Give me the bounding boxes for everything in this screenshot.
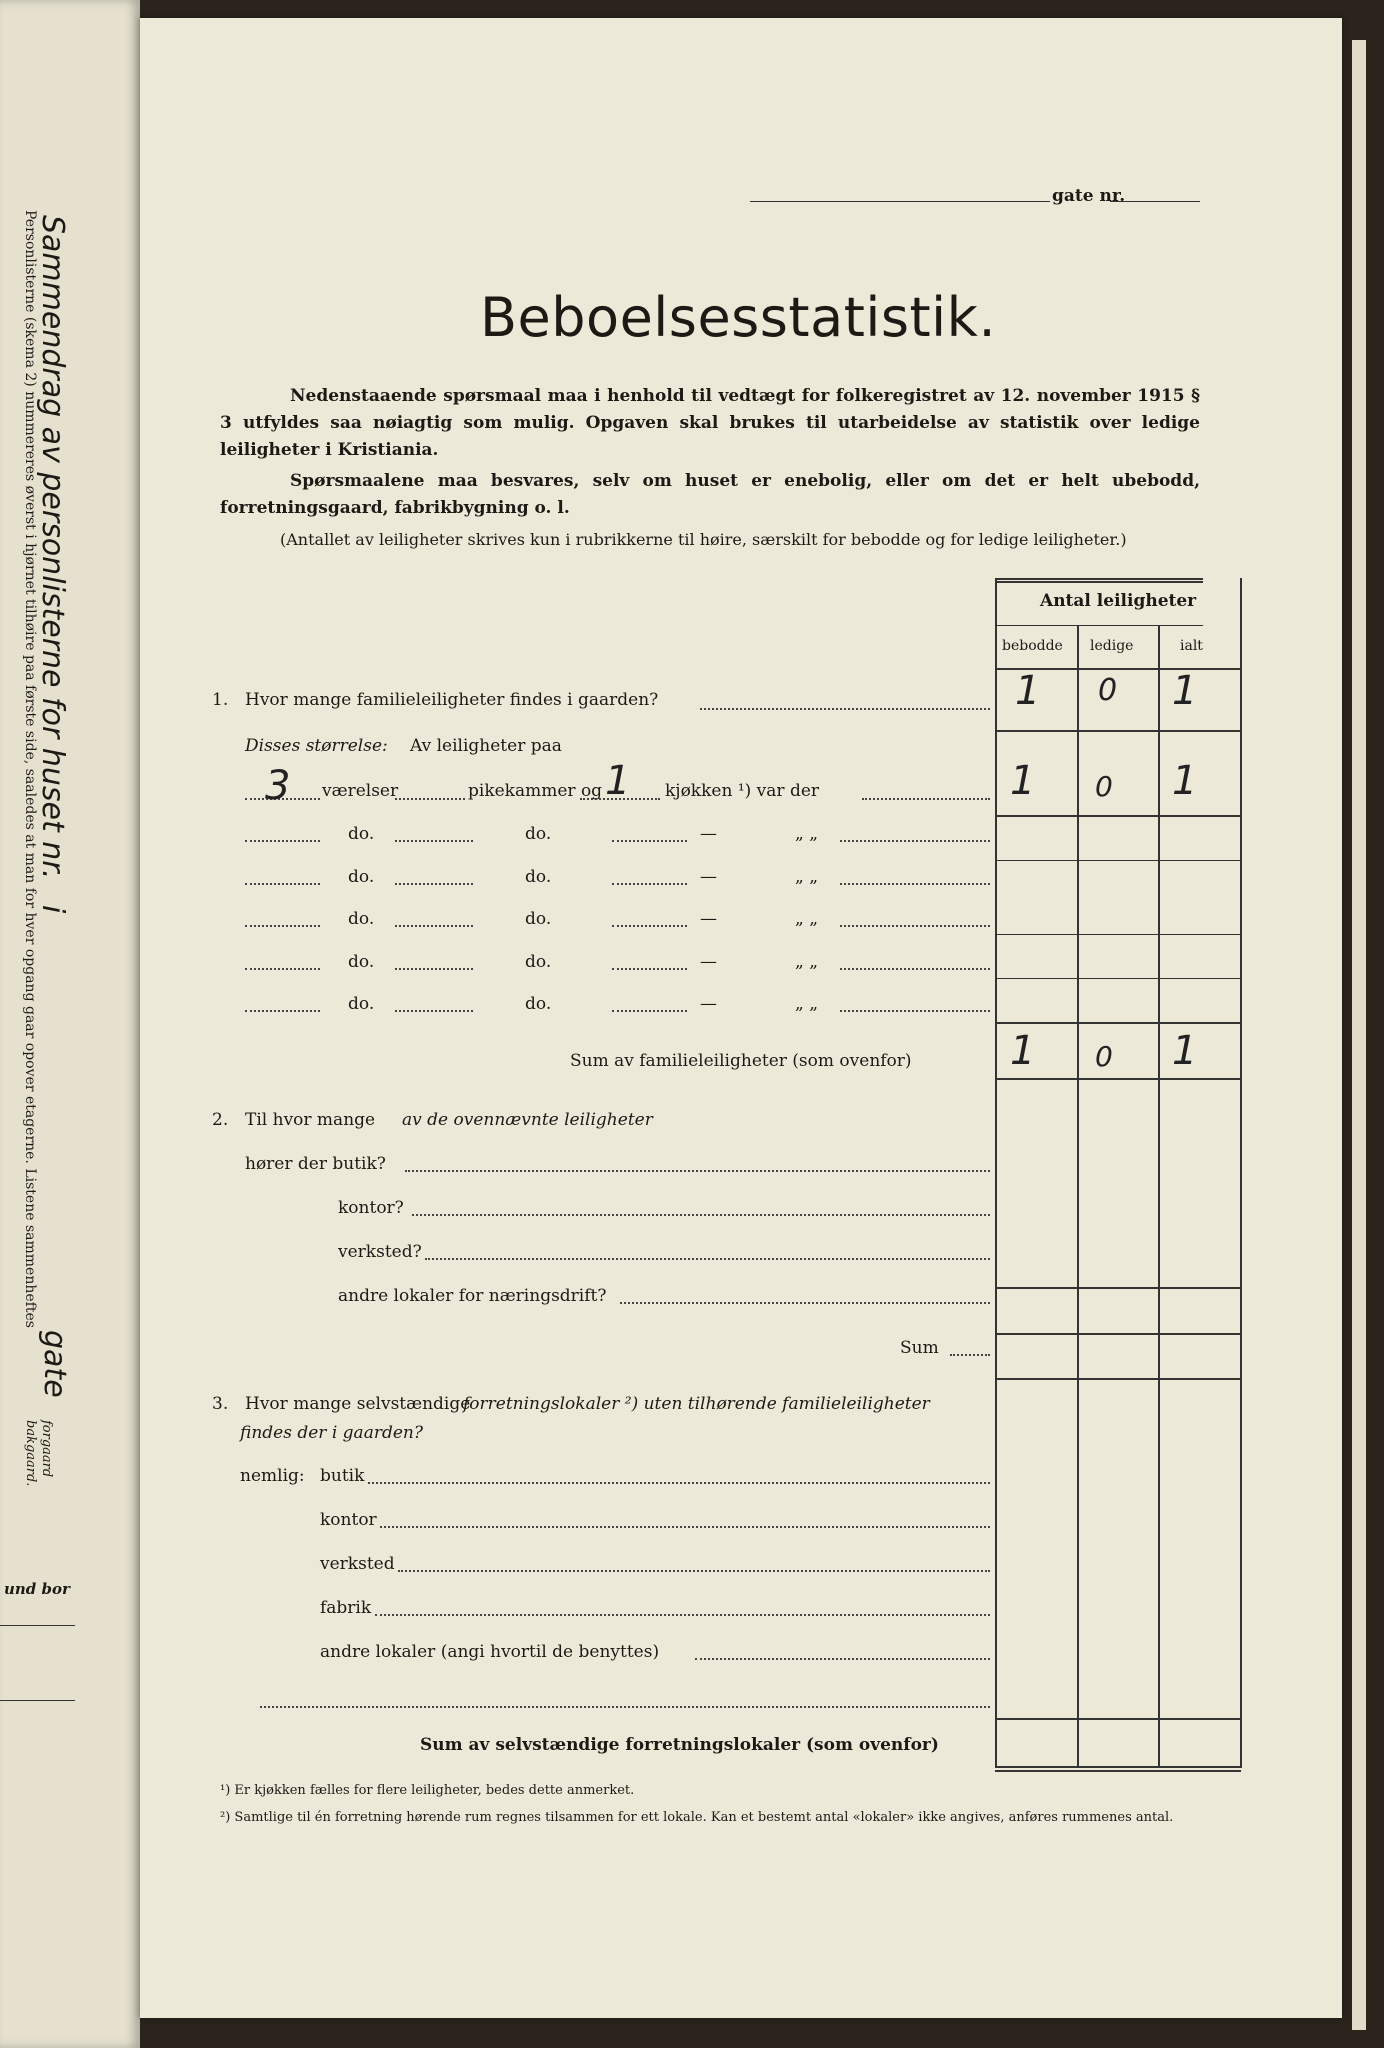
q2-sum-label: Sum bbox=[900, 1338, 939, 1358]
q3-row-kontor: kontor bbox=[320, 1510, 377, 1530]
q2-row-andre: andre lokaler for næringsdrift? bbox=[338, 1286, 607, 1306]
pikekammer-line bbox=[395, 798, 465, 800]
form-page bbox=[140, 18, 1342, 2018]
do-line bbox=[395, 840, 473, 842]
row-line-sum3b bbox=[995, 1770, 1241, 1772]
kitchen-answer: 1 bbox=[605, 758, 631, 804]
q1-leader bbox=[700, 708, 990, 710]
do-line bbox=[245, 840, 320, 842]
q3-sum-label: Sum av selvstændige forretningslokaler (som ovenfor) bbox=[420, 1735, 939, 1755]
rooms-answer: 3 bbox=[265, 763, 291, 809]
do-leader bbox=[840, 883, 990, 885]
do-line bbox=[395, 883, 473, 885]
col-line-1 bbox=[1077, 625, 1079, 1768]
do-line bbox=[612, 883, 687, 885]
col-line-0 bbox=[995, 578, 997, 1768]
intro-paragraph-3: (Antallet av leiligheter skrives kun i rubrikkerne til høire, særskilt for bebodde og for ledige leiligheter.) bbox=[280, 530, 1127, 549]
q1-bebodde-answer: 1 bbox=[1015, 668, 1041, 714]
dash: — bbox=[700, 952, 717, 972]
do-label: do. bbox=[348, 824, 375, 844]
intro-paragraph-2: Spørsmaalene maa besvares, selv om huset er enebolig, eller om det er helt ubebodd, forretningsgaard, fabrikbygning o. l. bbox=[220, 471, 1200, 518]
dash: — bbox=[700, 994, 717, 1014]
do-line bbox=[612, 1010, 687, 1012]
row-line-h bbox=[995, 1718, 1241, 1720]
q1-ialt-answer: 1 bbox=[1172, 668, 1198, 714]
facing-page bbox=[0, 0, 140, 2048]
street-line bbox=[750, 201, 1050, 202]
do-label: do. bbox=[525, 952, 552, 972]
number-line bbox=[1110, 201, 1200, 202]
vaerelser-label: værelser bbox=[322, 781, 399, 801]
footnote-1: ¹) Er kjøkken fælles for flere leiligheter, bedes dette anmerket. bbox=[220, 1783, 635, 1798]
col-ialt: ialt bbox=[1180, 638, 1203, 654]
q2-row-kontor: kontor? bbox=[338, 1198, 404, 1218]
row1-leader bbox=[862, 798, 990, 800]
q2-text-a: Til hvor mange bbox=[245, 1110, 376, 1130]
do-label: do. bbox=[348, 994, 375, 1014]
q3-text-b: forretningslokaler ²) uten tilhørende familieleiligheter bbox=[463, 1394, 930, 1414]
dash: — bbox=[700, 867, 717, 887]
quote-marks: „ „ bbox=[795, 824, 819, 844]
q3-row-andre: andre lokaler (angi hvortil de benyttes) bbox=[320, 1642, 660, 1662]
row-line-sum1 bbox=[995, 1078, 1241, 1080]
q1-ledige-answer: 0 bbox=[1098, 673, 1118, 708]
dash: — bbox=[700, 824, 717, 844]
q3-row-butik: butik bbox=[320, 1466, 365, 1486]
row-line-g bbox=[995, 1378, 1241, 1380]
q3-number: 3. bbox=[212, 1394, 229, 1414]
do-line bbox=[395, 968, 473, 970]
do-label: do. bbox=[348, 867, 375, 887]
margin-fraction: i bbox=[35, 905, 70, 914]
row-line-d bbox=[995, 978, 1241, 979]
q2-row-verksted: verksted? bbox=[338, 1242, 422, 1262]
q2-leader bbox=[425, 1258, 990, 1260]
margin-line-1 bbox=[0, 1625, 75, 1626]
col-bebodde: bebodde bbox=[1002, 638, 1063, 654]
kjokken-label: kjøkken ¹) var der bbox=[665, 781, 820, 801]
do-label: do. bbox=[525, 994, 552, 1014]
intro-paragraph-1: Nedenstaaende spørsmaal maa i henhold til vedtægt for folkeregistret av 12. november 1915 § 3 utfyldes saa nøiagtig som mulig. Opgaven skal brukes til utarbeidelse av statistik over ledige leiligheter i Kristiania. bbox=[220, 386, 1200, 460]
margin-title: Sammendrag av personlisterne for huset nr. bbox=[35, 215, 70, 880]
q1-size-text: Av leiligheter paa bbox=[410, 736, 562, 756]
margin-note: Personlisterne (skema 2) nummereres øverst i hjørnet tilhøire paa første side, saaledes at man for hver opgang gaar opover etagerne. Listene sammenheftes bbox=[22, 210, 38, 1328]
row-line-a bbox=[995, 815, 1241, 817]
do-label: do. bbox=[525, 867, 552, 887]
do-line bbox=[245, 925, 320, 927]
do-label: do. bbox=[348, 909, 375, 929]
do-line bbox=[612, 925, 687, 927]
row1-ialt: 1 bbox=[1172, 758, 1198, 804]
quote-marks: „ „ bbox=[795, 909, 819, 929]
q2-leader bbox=[620, 1302, 990, 1304]
col-line-3 bbox=[1240, 578, 1242, 1768]
q3-leader bbox=[398, 1570, 990, 1572]
page-title: Beboelsesstatistik. bbox=[480, 286, 997, 349]
sum-ledige: 0 bbox=[1095, 1040, 1113, 1073]
do-leader bbox=[840, 968, 990, 970]
col-line-2 bbox=[1158, 625, 1160, 1768]
do-label: do. bbox=[348, 952, 375, 972]
q3-nemlig: nemlig: bbox=[240, 1466, 305, 1486]
margin-street: gate bbox=[37, 1330, 72, 1398]
quote-marks: „ „ bbox=[795, 952, 819, 972]
page-edge bbox=[1352, 40, 1366, 2030]
q1-number: 1. bbox=[212, 690, 229, 710]
q2-row-butik: hører der butik? bbox=[245, 1154, 386, 1174]
dash: — bbox=[700, 909, 717, 929]
row-line-f bbox=[995, 1287, 1241, 1289]
q3-leader bbox=[368, 1482, 990, 1484]
row-line-e bbox=[995, 1022, 1241, 1024]
table-top-line bbox=[995, 578, 1203, 580]
row-line-c bbox=[995, 934, 1241, 935]
q2-sum-leader bbox=[950, 1354, 990, 1356]
margin-yard-2: bakgaard. bbox=[23, 1420, 38, 1487]
q3-leader bbox=[695, 1658, 990, 1660]
q1-sum-label: Sum av familieleiligheter (som ovenfor) bbox=[570, 1051, 912, 1071]
q1-size-label: Disses størrelse: bbox=[245, 736, 388, 756]
q3-text-c: findes der i gaarden? bbox=[240, 1423, 423, 1443]
row1-bebodde: 1 bbox=[1010, 758, 1036, 804]
row-line-q1 bbox=[995, 730, 1241, 732]
q3-text-a: Hvor mange selvstændige bbox=[245, 1394, 471, 1414]
q1-text: Hvor mange familieleiligheter findes i gaarden? bbox=[245, 690, 659, 710]
sum-ialt: 1 bbox=[1172, 1028, 1198, 1074]
q3-extra-line bbox=[260, 1706, 990, 1708]
quote-marks: „ „ bbox=[795, 867, 819, 887]
row1-ledige: 0 bbox=[1095, 770, 1113, 803]
q3-row-fabrik: fabrik bbox=[320, 1598, 372, 1618]
sum-bebodde: 1 bbox=[1010, 1028, 1036, 1074]
do-label: do. bbox=[525, 824, 552, 844]
pikekammer-label: pikekammer og bbox=[468, 781, 603, 801]
do-line bbox=[245, 1010, 320, 1012]
q3-leader bbox=[380, 1526, 990, 1528]
q2-text-b: av de ovennævnte leiligheter bbox=[402, 1110, 653, 1130]
table-group-header: Antal leiligheter bbox=[1040, 591, 1197, 611]
do-line bbox=[612, 840, 687, 842]
quote-marks: „ „ bbox=[795, 994, 819, 1014]
row-line-sum2 bbox=[995, 1333, 1241, 1335]
q2-leader bbox=[405, 1170, 990, 1172]
col-ledige: ledige bbox=[1090, 638, 1134, 654]
margin-line-2 bbox=[0, 1700, 75, 1701]
do-line bbox=[612, 968, 687, 970]
q2-leader bbox=[412, 1214, 990, 1216]
row-line-sum3 bbox=[995, 1766, 1241, 1768]
do-line bbox=[245, 883, 320, 885]
do-leader bbox=[840, 1010, 990, 1012]
margin-yard-1: forgaard bbox=[39, 1420, 54, 1478]
q3-row-verksted: verksted bbox=[320, 1554, 395, 1574]
do-line bbox=[245, 968, 320, 970]
do-line bbox=[395, 1010, 473, 1012]
table-group-line bbox=[995, 625, 1203, 626]
do-leader bbox=[840, 925, 990, 927]
table-top-line-2 bbox=[995, 581, 1203, 583]
gate-nr-label: gate nr. bbox=[1052, 186, 1126, 206]
do-leader bbox=[840, 840, 990, 842]
q2-number: 2. bbox=[212, 1110, 229, 1130]
do-line bbox=[395, 925, 473, 927]
row-line-b bbox=[995, 860, 1241, 861]
q3-leader bbox=[375, 1614, 990, 1616]
footnote-2: ²) Samtlige til én forretning hørende rum regnes tilsammen for ett lokale. Kan et bestemt antal «lokaler» ikke angives, anføres rummenes antal. bbox=[220, 1810, 1174, 1825]
margin-fragment: und bor bbox=[4, 1580, 70, 1598]
do-label: do. bbox=[525, 909, 552, 929]
